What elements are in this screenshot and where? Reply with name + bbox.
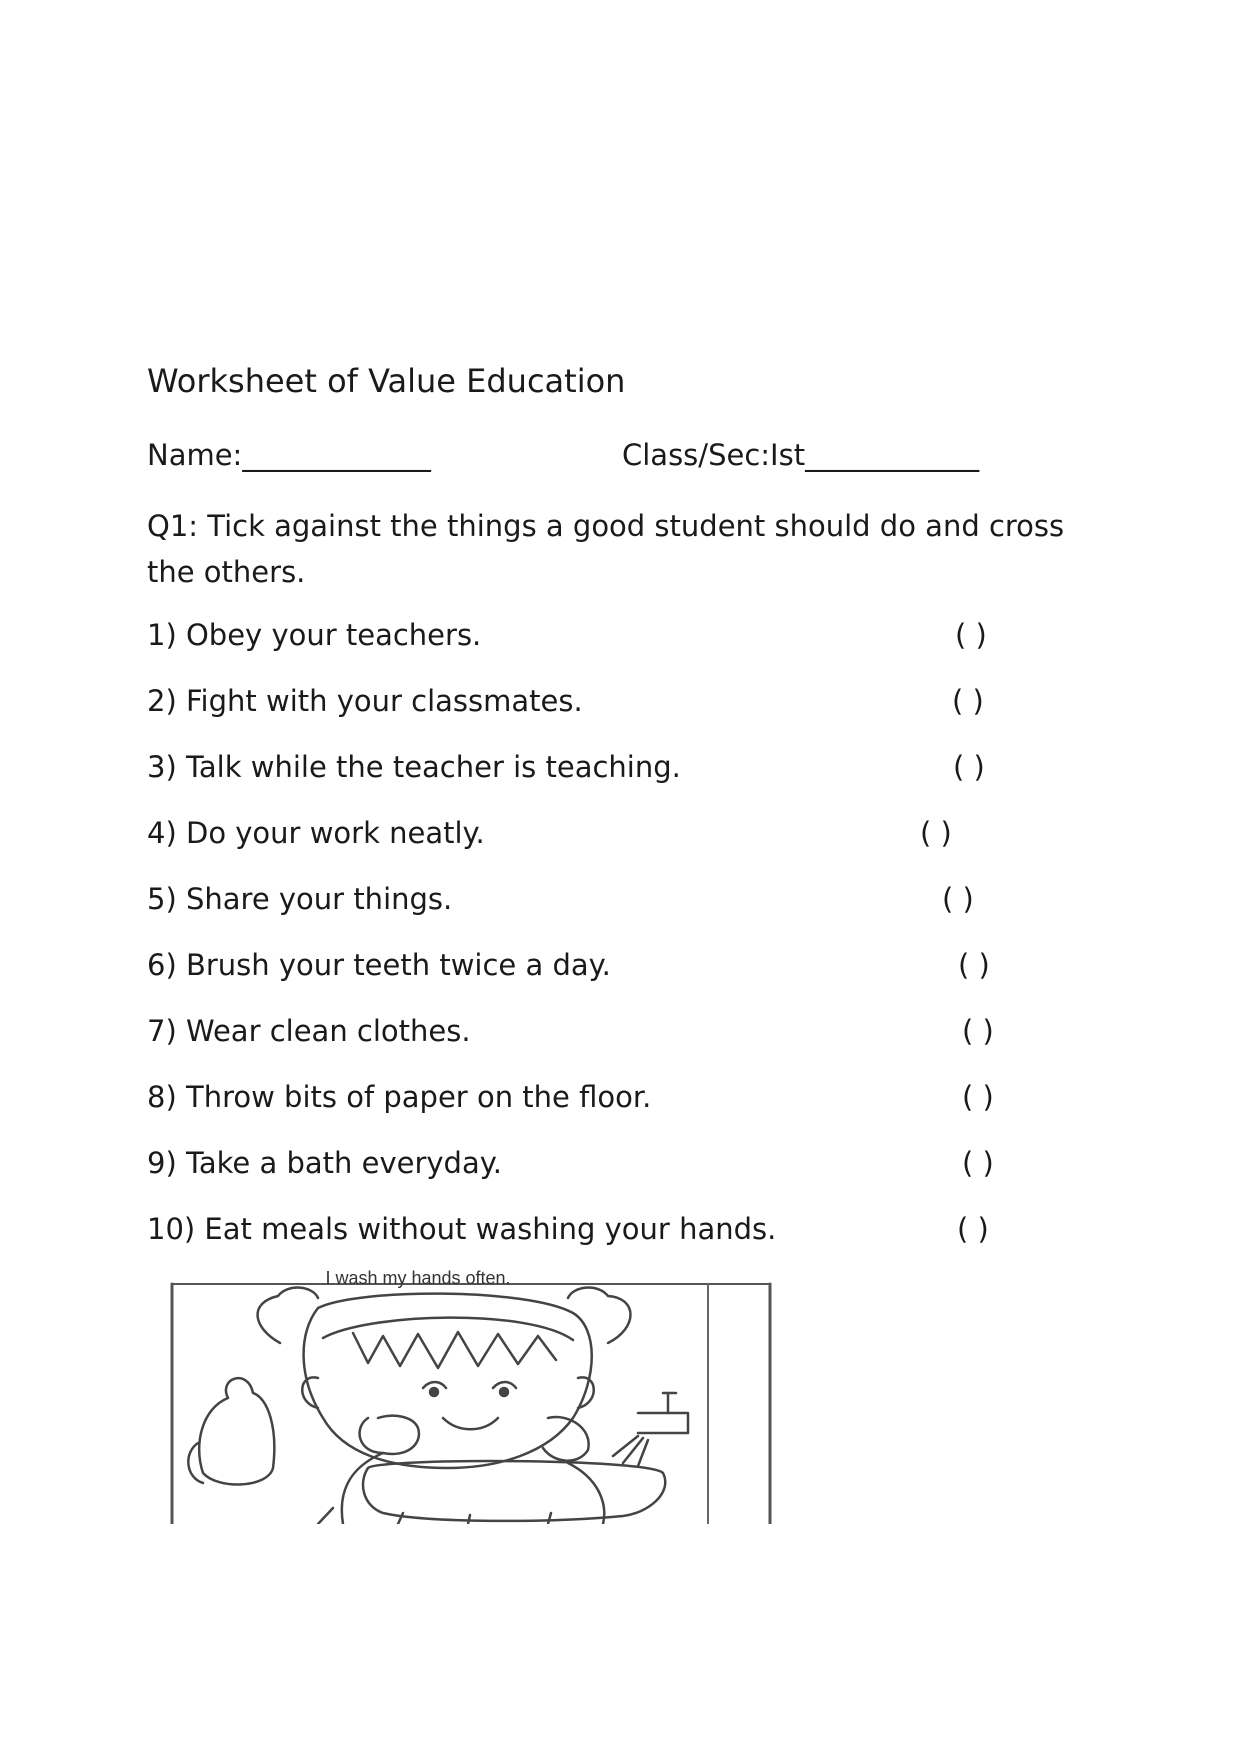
list-item: 8) Throw bits of paper on the floor. <box>147 1080 652 1114</box>
list-item: 4) Do your work neatly. <box>147 816 485 850</box>
answer-box[interactable]: ( ) <box>942 882 974 916</box>
answer-box[interactable]: ( ) <box>957 1212 989 1246</box>
list-item: 1) Obey your teachers. <box>147 618 482 652</box>
list-item: 7) Wear clean clothes. <box>147 1014 471 1048</box>
answer-box[interactable]: ( ) <box>958 948 990 982</box>
list-item: 2) Fight with your classmates. <box>147 684 583 718</box>
question-1: Q1: Tick against the things a good student should do and cross the others. <box>147 509 1065 589</box>
name-field[interactable]: Name:_____________ <box>147 438 431 472</box>
list-item: 5) Share your things. <box>147 882 453 916</box>
answer-box[interactable]: ( ) <box>962 1146 994 1180</box>
answer-box[interactable]: ( ) <box>953 750 985 784</box>
list-item: 10) Eat meals without washing your hands. <box>147 1212 777 1246</box>
list-item: 3) Talk while the teacher is teaching. <box>147 750 681 784</box>
page-title: Worksheet of Value Education <box>147 362 626 400</box>
answer-box[interactable]: ( ) <box>962 1014 994 1048</box>
answer-box[interactable]: ( ) <box>962 1080 994 1114</box>
hand-washing-illustration <box>168 1268 778 1524</box>
list-item: 9) Take a bath everyday. <box>147 1146 502 1180</box>
illustration-caption: I wash my hands often. <box>325 1268 511 1288</box>
list-item: 6) Brush your teeth twice a day. <box>147 948 611 982</box>
class-section-field[interactable]: Class/Sec:Ist____________ <box>622 438 980 472</box>
answer-box[interactable]: ( ) <box>955 618 987 652</box>
answer-box[interactable]: ( ) <box>952 684 984 718</box>
child-washing-hands-drawing <box>168 1268 778 1524</box>
answer-box[interactable]: ( ) <box>920 816 952 850</box>
